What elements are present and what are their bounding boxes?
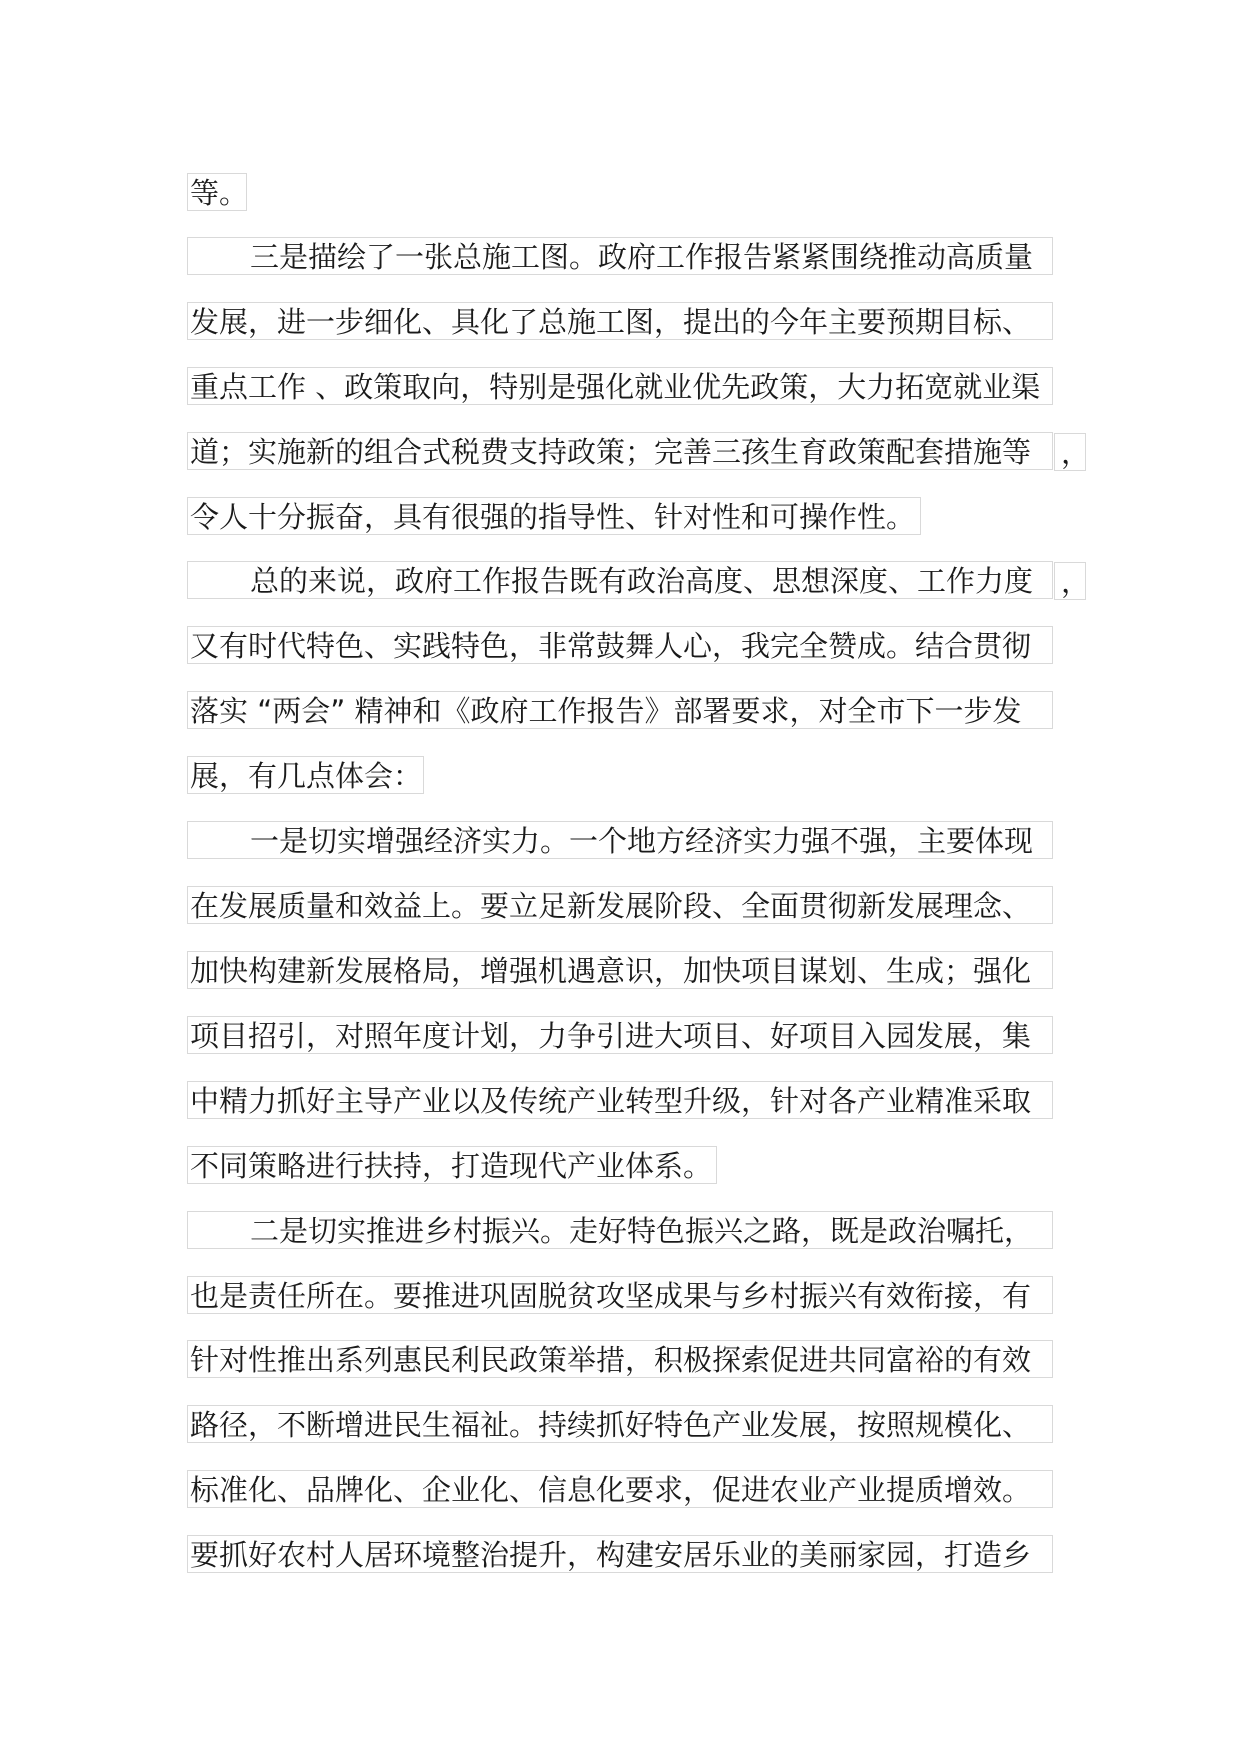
paragraph-first-line [187, 237, 1053, 275]
line-text: 要抓好农村人居环境整治提升，构建安居乐业的美丽家园，打造乡 [190, 1538, 1032, 1572]
line-text: 针对性推出系列惠民利民政策举措，积极探索促进共同富裕的有效 [190, 1343, 1032, 1377]
text-line [187, 497, 921, 535]
line-text: 总的来说，政府工作报告既有政治高度、思想深度、工作力度 [250, 564, 1034, 598]
line-text: 项目招引，对照年度计划，力争引进大项目、好项目入园发展，集 [190, 1019, 1032, 1053]
text-line [187, 1276, 1053, 1314]
line-text: 又有时代特色、实践特色，非常鼓舞人心，我完全赞成。结合贯彻 [190, 629, 1032, 663]
text-line [187, 173, 247, 211]
paragraph-first-line [187, 821, 1053, 859]
line-text: 三是描绘了一张总施工图。政府工作报告紧紧围绕推动高质量 [250, 240, 1034, 274]
text-line [187, 1405, 1053, 1443]
text-line [187, 1146, 717, 1184]
paragraph-first-line [187, 561, 1091, 599]
line-text: 中精力抓好主导产业以及传统产业转型升级，针对各产业精准采取 [190, 1084, 1032, 1118]
overflow-punctuation: ， [1054, 562, 1086, 600]
line-text: 路径，不断增进民生福祉。持续抓好特色产业发展，按照规模化、 [190, 1408, 1032, 1442]
overflow-punctuation: ， [1054, 433, 1086, 471]
text-line [187, 951, 1053, 989]
line-text: 等。 [190, 176, 249, 210]
text-line [187, 886, 1053, 924]
text-line [187, 756, 424, 794]
text-line [187, 1535, 1053, 1573]
text-line [187, 626, 1053, 664]
text-line [187, 691, 1053, 729]
line-text: 令人十分振奋，具有很强的指导性、针对性和可操作性。 [190, 500, 916, 534]
line-text: 道；实施新的组合式税费支持政策；完善三孩生育政策配套措施等 [190, 435, 1032, 469]
line-text: 加快构建新发展格局，增强机遇意识，加快项目谋划、生成；强化 [190, 954, 1032, 988]
text-line [187, 432, 1091, 470]
text-line [187, 1470, 1053, 1508]
paragraph-first-line [187, 1211, 1053, 1249]
text-line [187, 302, 1053, 340]
line-text: 标准化、品牌化、企业化、信息化要求，促进农业产业提质增效。 [190, 1473, 1032, 1507]
text-line [187, 1340, 1053, 1378]
line-text: 落实 “两会” 精神和《政府工作报告》部署要求，对全市下一步发 [190, 694, 1022, 728]
line-text: 也是责任所在。要推进巩固脱贫攻坚成果与乡村振兴有效衔接，有 [190, 1279, 1032, 1313]
line-text: 展，有几点体会： [190, 759, 423, 793]
line-text: 在发展质量和效益上。要立足新发展阶段、全面贯彻新发展理念、 [190, 889, 1032, 923]
line-text: 发展，进一步细化、具化了总施工图，提出的今年主要预期目标、 [190, 305, 1032, 339]
line-text: 重点工作 、政策取向，特别是强化就业优先政策，大力拓宽就业渠 [190, 370, 1041, 404]
text-line [187, 367, 1053, 405]
line-text: 不同策略进行扶持，打造现代产业体系。 [190, 1149, 713, 1183]
text-line [187, 1016, 1053, 1054]
line-text: 二是切实推进乡村振兴。走好特色振兴之路，既是政治嘱托， [250, 1214, 1034, 1248]
text-line [187, 1081, 1053, 1119]
line-text: 一是切实增强经济实力。一个地方经济实力强不强，主要体现 [250, 824, 1034, 858]
